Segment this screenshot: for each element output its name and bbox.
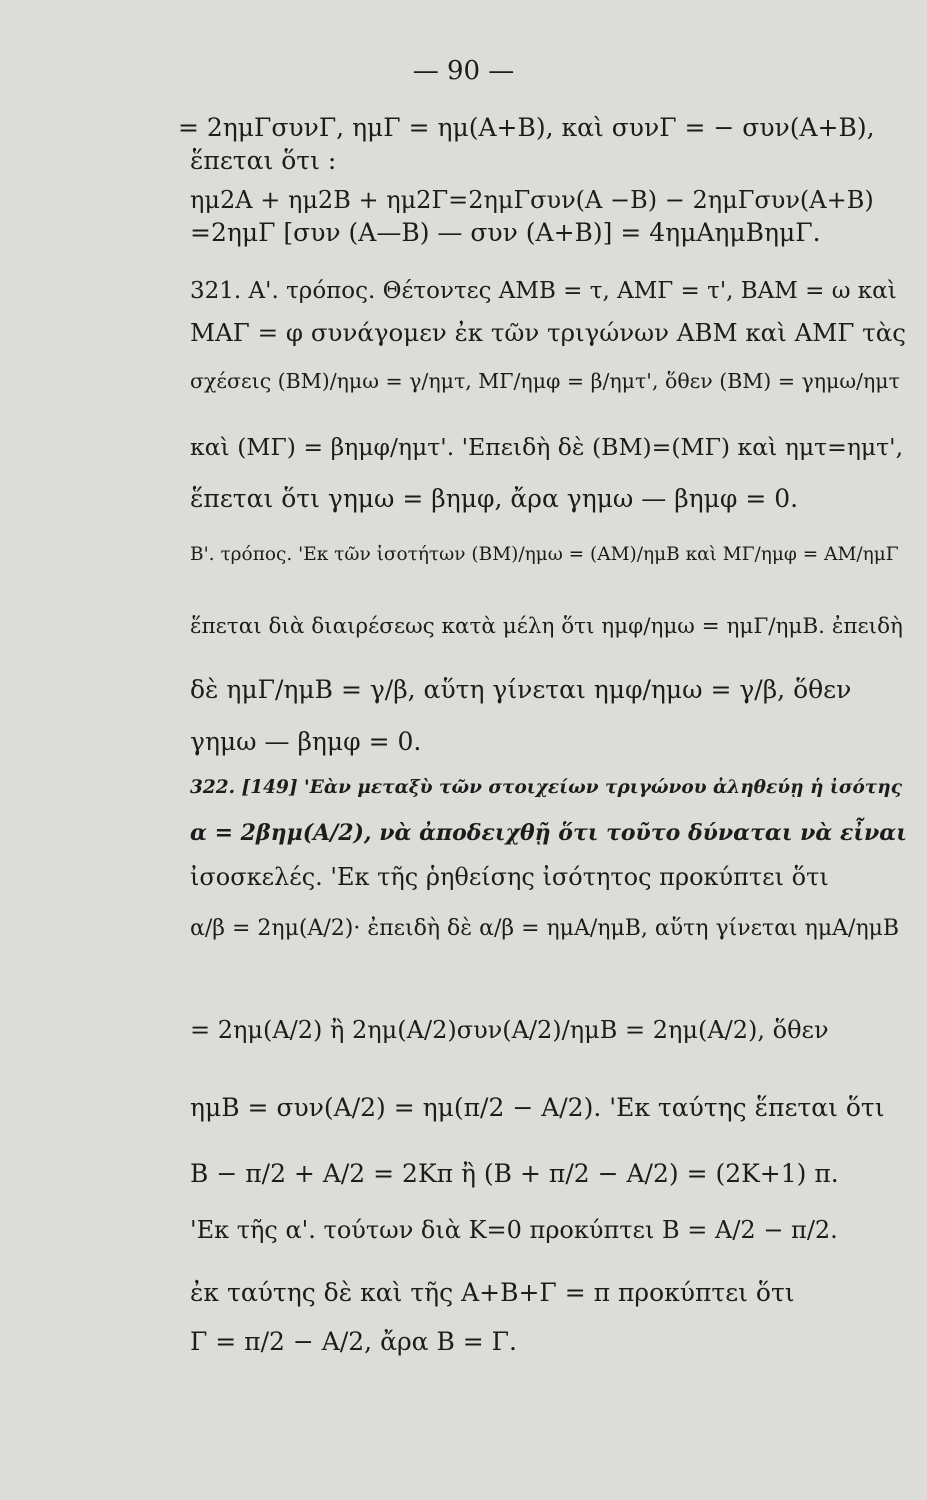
text-line: σχέσεις (ΒΜ)/ημω = γ/ημτ, ΜΓ/ημφ = β/ημτ', ὅθεν (ΒΜ) = γημω/ημτ <box>190 369 900 393</box>
text-line: ἰσοσκελές. 'Εκ τῆς ῥηθείσης ἰσότητος προκύπτει ὅτι <box>190 863 829 891</box>
text-line: Β − π/2 + Α/2 = 2Κπ ἢ (Β + π/2 − Α/2) = (2Κ+1) π. <box>190 1159 839 1188</box>
text-line: 322. [149] 'Εὰν μεταξὺ τῶν στοιχείων τριγώνου ἀληθεύῃ ἡ ἰσότης <box>190 777 902 798</box>
text-line: α = 2βημ(Α/2), νὰ ἀποδειχθῇ ὅτι τοῦτο δύναται νὰ εἶναι <box>190 820 907 846</box>
text-line: 'Εκ τῆς α'. τούτων διὰ Κ=0 προκύπτει Β = Α/2 − π/2. <box>190 1216 838 1244</box>
text-line: δὲ ημΓ/ημΒ = γ/β, αὕτη γίνεται ημφ/ημω = γ/β, ὅθεν <box>190 675 852 704</box>
page-number: — 90 — <box>412 56 515 86</box>
text-line: MΑΓ = φ συνάγομεν ἐκ τῶν τριγώνων ΑΒΜ καὶ ΑΜΓ τὰς <box>190 318 906 347</box>
text-line: γημω — βημφ = 0. <box>190 727 422 756</box>
text-line: = 2ημ(Α/2) ἢ 2ημ(Α/2)συν(Α/2)/ημΒ = 2ημ(Α/2), ὅθεν <box>190 1016 829 1044</box>
text-line: ἕπεται ὅτι γημω = βημφ, ἄρα γημω — βημφ = 0. <box>190 484 799 513</box>
text-line: Γ = π/2 − Α/2, ἄρα Β = Γ. <box>190 1327 517 1356</box>
text-line: Β'. τρόπος. 'Εκ τῶν ἰσοτήτων (ΒΜ)/ημω = (ΑΜ)/ημΒ καὶ ΜΓ/ημφ = ΑΜ/ημΓ <box>190 544 899 565</box>
text-line: ημ2Α + ημ2Β + ημ2Γ=2ημΓσυν(Α −Β) − 2ημΓσυν(Α+Β) <box>190 186 874 214</box>
text-line: 321. Α'. τρόπος. Θέτοντες ΑMΒ = τ, ΑMΓ = τ', ΒΑM = ω καὶ <box>190 278 897 304</box>
text-line: ἐκ ταύτης δὲ καὶ τῆς Α+Β+Γ = π προκύπτει ὅτι <box>190 1278 795 1307</box>
text-line: ἕπεται διὰ διαιρέσεως κατὰ μέλη ὅτι ημφ/ημω = ημΓ/ημΒ. ἐπειδὴ <box>190 614 903 639</box>
text-line: ἕπεται ὅτι : <box>190 146 337 175</box>
text-line: ημΒ = συν(Α/2) = ημ(π/2 − Α/2). 'Εκ ταύτης ἕπεται ὅτι <box>190 1093 885 1122</box>
text-line: = 2ημΓσυνΓ, ημΓ = ημ(Α+Β), καὶ συνΓ = − συν(Α+Β), <box>178 113 875 142</box>
text-line: καὶ (ΜΓ) = βημφ/ημτ'. 'Επειδὴ δὲ (ΒΜ)=(ΜΓ) καὶ ημτ=ημτ', <box>190 433 904 461</box>
text-line: =2ημΓ [συν (Α—Β) — συν (Α+Β)] = 4ημΑημΒημΓ. <box>190 218 821 247</box>
text-line: α/β = 2ημ(Α/2)· ἐπειδὴ δὲ α/β = ημΑ/ημΒ, αὕτη γίνεται ημΑ/ημΒ <box>190 916 900 941</box>
